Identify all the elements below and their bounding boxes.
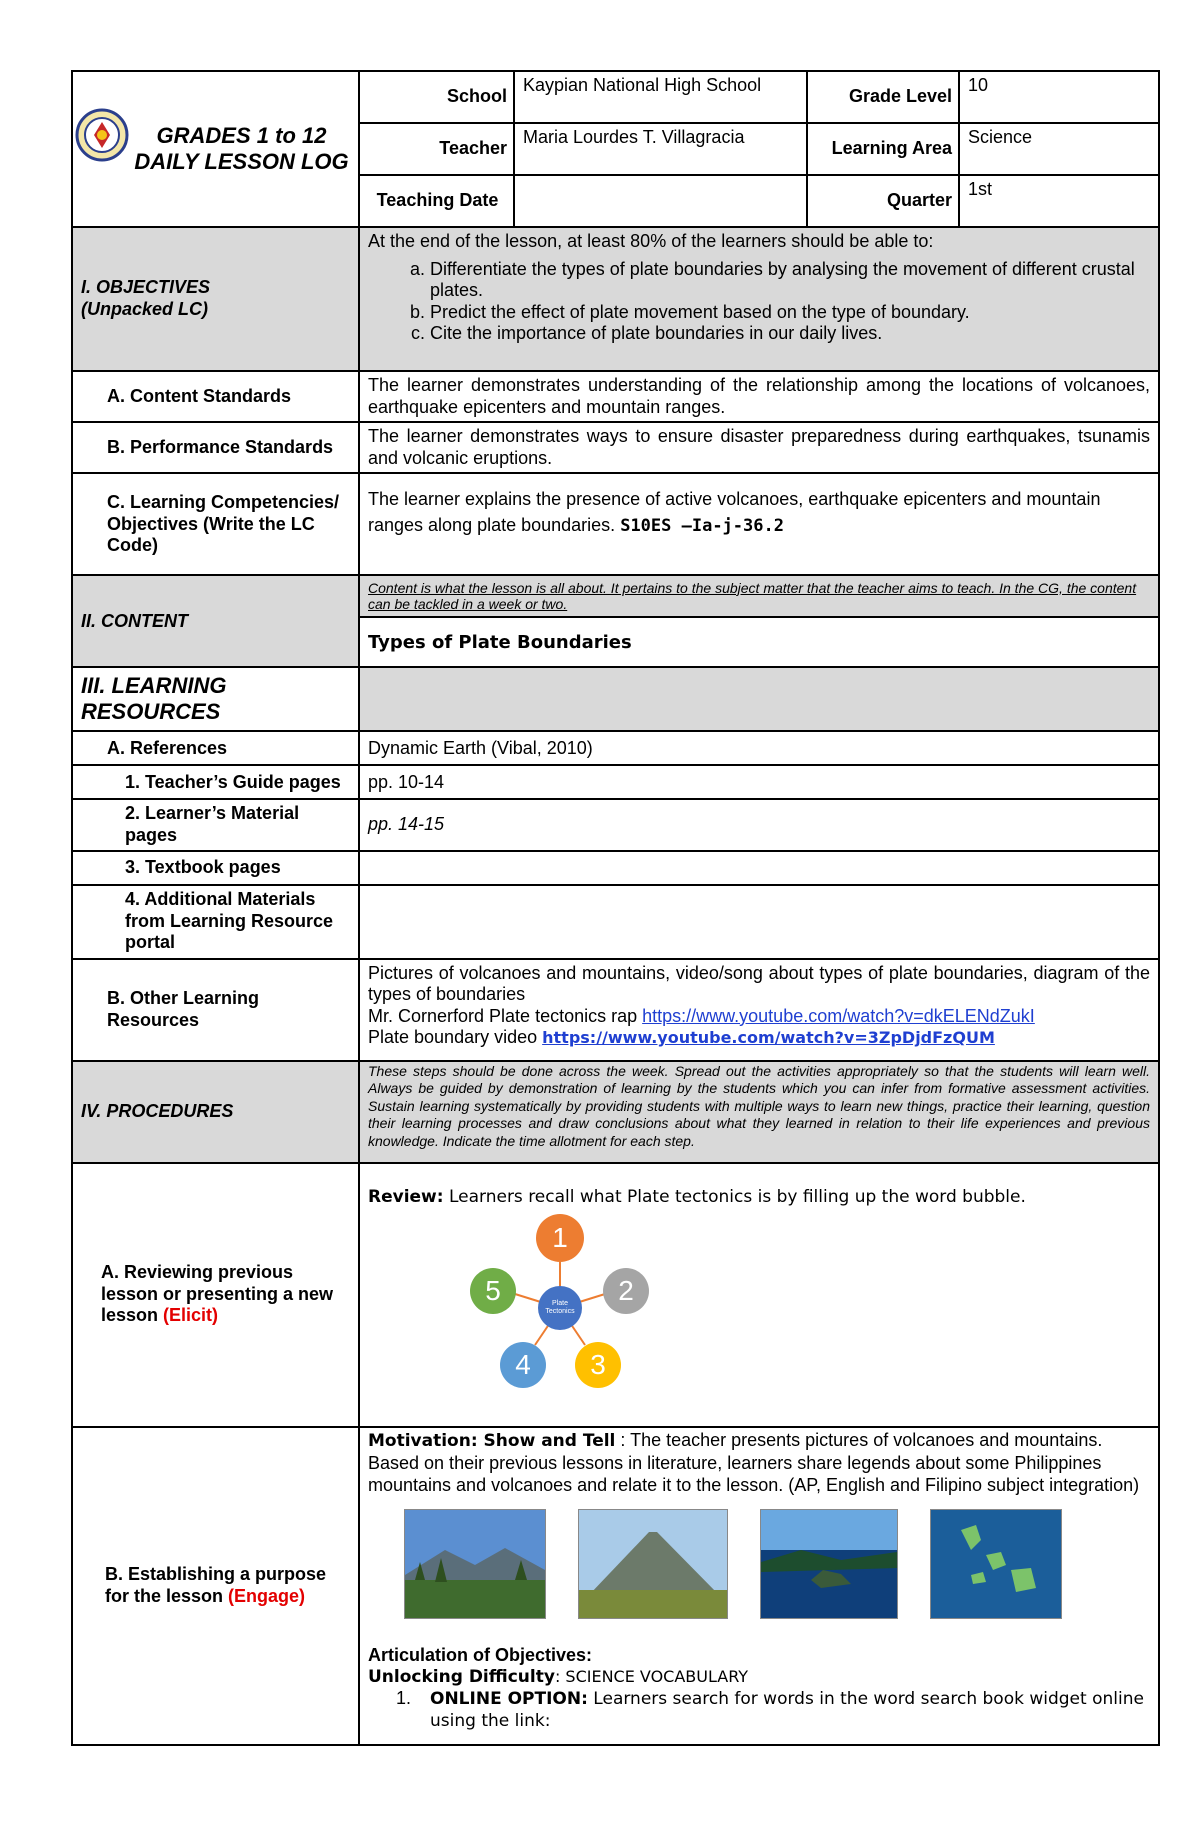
school-value: Kaypian National High School [514, 71, 807, 123]
learners-material-label: 2. Learner’s Material pages [72, 799, 359, 850]
references-value: Dynamic Earth (Vibal, 2010) [359, 731, 1159, 765]
quarter-value: 1st [959, 175, 1159, 227]
objectives-heading [72, 227, 359, 371]
school-label: School [359, 71, 514, 123]
teaching-date-label: Teaching Date [359, 175, 514, 227]
teaching-date-value [514, 175, 807, 227]
bubble-number: 4 [515, 1348, 531, 1380]
teacher-label: Teacher [359, 123, 514, 175]
procedures-note-cell [359, 1061, 1159, 1163]
bubble-number: 2 [618, 1274, 634, 1306]
additional-materials-label: 4. Additional Materials from Learning Resource portal [72, 885, 359, 959]
reviewing-label: A. Reviewing previous lesson or presenting a new lesson [101, 1262, 334, 1326]
grade-level-value: 10 [959, 71, 1159, 123]
review-cell [359, 1163, 1159, 1427]
objective-item: a. Differentiate the types of plate boundaries by analysing the movement of different crustal plates. [430, 259, 1150, 302]
objectives-cell [359, 227, 1159, 371]
online-option-bold: ONLINE OPTION: [430, 1689, 588, 1709]
log-title-line1: GRADES 1 to 12 [156, 122, 327, 148]
purpose-label: B. Establishing a purpose for the lesson [105, 1563, 327, 1606]
content-note-cell [359, 575, 1159, 617]
textbook-label: 3. Textbook pages [72, 851, 359, 885]
teacher-value: Maria Lourdes T. Villagracia [514, 123, 807, 175]
articulation-heading: Articulation of Objectives: [368, 1644, 593, 1665]
performance-standards-label: B. Performance Standards [72, 422, 359, 473]
bubble-1 [536, 1214, 584, 1262]
volcano-forest-image [404, 1509, 546, 1619]
performance-standards-text: The learner demonstrates ways to ensure disaster preparedness during earthquakes, tsunamis and volcanic eruptions. [359, 422, 1159, 473]
learning-resources-fill [359, 667, 1159, 731]
bubble-center [538, 1286, 582, 1330]
lc-code: S10ES –Ia-j-36.2 [620, 516, 784, 537]
procedures-note: These steps should be done across the week. Spread out the activities appropriately so that the students will learn well. Always be guided by demonstration of learning by the students which you can infer from formative assessment activities. Sustain learning systematically by providing students with multiple ways to learn new things, practice their learning, question their learning processes and draw conclusions about what they learned in relation to their life experiences and previous knowledge. Indicate the time allotment for each step. [368, 1062, 1150, 1149]
unlocking-text: : SCIENCE VOCABULARY [554, 1667, 749, 1687]
other-resources-label: B. Other Learning Resources [72, 959, 359, 1061]
learners-material-value: pp. 14-15 [359, 799, 1159, 850]
online-option-item: 1. ONLINE OPTION: Learners search for words in the word search book widget online using the link: [396, 1688, 1144, 1731]
review-text: Learners recall what Plate tectonics is by filling up the word bubble. [443, 1186, 1026, 1207]
bubble-5 [470, 1268, 516, 1314]
competencies-label: C. Learning Competencies/ Objectives (Write the LC Code) [72, 473, 359, 575]
rap-link[interactable]: https://www.youtube.com/watch?v=dkELENdZukI [642, 1005, 1035, 1026]
philippine-map-image [930, 1509, 1062, 1619]
grade-level-label: Grade Level [807, 71, 959, 123]
teachers-guide-label: 1. Teacher’s Guide pages [72, 765, 359, 799]
additional-materials-value [359, 885, 1159, 959]
video-link[interactable]: https://www.youtube.com/watch?v=3ZpDjdFzQUM [542, 1028, 995, 1048]
motivation-text: : The teacher presents pictures of volcanoes and mountains. Based on their previous lessons in literature, learners share legends about some Philippines mountains and volcanoes and relate it to the lesson. (AP, English and Filipino subject integration) [368, 1429, 1140, 1496]
other-resources-cell [359, 959, 1159, 1061]
motivation-bold: Motivation: Show and Tell [368, 1430, 616, 1451]
objectives-intro: At the end of the lesson, at least 80% of the learners should be able to: [368, 231, 934, 251]
log-title-cell [72, 71, 359, 227]
objectives-title: I. OBJECTIVES [81, 277, 211, 298]
online-option-text: Learners search for words in the word search book widget online using the link: [430, 1689, 1144, 1731]
content-standards-text: The learner demonstrates understanding of the relationship among the locations of volcanoes, earthquake epicenters and mountain ranges. [359, 371, 1159, 422]
daily-lesson-log-table [71, 70, 1160, 1746]
bubble-4 [500, 1342, 546, 1388]
video-text: Plate boundary video [368, 1027, 543, 1048]
references-label: A. References [72, 731, 359, 765]
learning-resources-heading: III. LEARNING RESOURCES [72, 667, 359, 731]
elicit-tag: (Elicit) [163, 1305, 219, 1326]
landscape-pictures [404, 1509, 1150, 1619]
procedures-heading: IV. PROCEDURES [72, 1061, 359, 1163]
bubble-3 [575, 1342, 621, 1388]
rap-text: Mr. Cornerford Plate tectonics rap [368, 1005, 643, 1026]
content-heading: II. CONTENT [72, 575, 359, 667]
learning-area-label: Learning Area [807, 123, 959, 175]
content-note: Content is what the lesson is all about. It pertains to the subject matter that the teacher aims to teach. In the CG, the content can be tackled in a week or two. [368, 579, 1137, 613]
engage-tag: (Engage) [228, 1585, 306, 1606]
purpose-cell [359, 1427, 1159, 1745]
objectives-list [368, 259, 1150, 345]
content-topic: Types of Plate Boundaries [359, 617, 1159, 667]
unlocking-bold: Unlocking Difficulty [368, 1667, 555, 1688]
objectives-subtitle: (Unpacked LC) [81, 299, 209, 319]
content-standards-label: A. Content Standards [72, 371, 359, 422]
purpose-label-cell [72, 1427, 359, 1745]
teachers-guide-value: pp. 10-14 [359, 765, 1159, 799]
textbook-value [359, 851, 1159, 885]
competencies-text: The learner explains the presence of active volcanoes, earthquake epicenters and mountain ranges along plate boundaries. [368, 489, 1101, 536]
competencies-cell [359, 473, 1159, 575]
reviewing-label-cell [72, 1163, 359, 1427]
objective-item: b. Predict the effect of plate movement based on the type of boundary. [430, 302, 1150, 324]
bubble-number: 3 [590, 1348, 606, 1380]
bubble-center-label: Plate Tectonics [545, 1299, 575, 1315]
taal-lake-image [760, 1509, 898, 1619]
review-bold: Review: [368, 1186, 444, 1207]
mayon-volcano-image [578, 1509, 728, 1619]
bubble-number: 5 [485, 1274, 501, 1306]
word-bubble-diagram [460, 1214, 660, 1394]
quarter-label: Quarter [807, 175, 959, 227]
other-resources-text: Pictures of volcanoes and mountains, video/song about types of plate boundaries, diagram of the types of boundaries [368, 962, 1150, 1005]
objective-item: c. Cite the importance of plate boundaries in our daily lives. [430, 323, 1150, 345]
bubble-2 [603, 1268, 649, 1314]
log-title-line2: DAILY LESSON LOG [134, 149, 349, 174]
bubble-number: 1 [552, 1221, 568, 1253]
deped-seal-icon [75, 108, 129, 162]
learning-area-value: Science [959, 123, 1159, 175]
